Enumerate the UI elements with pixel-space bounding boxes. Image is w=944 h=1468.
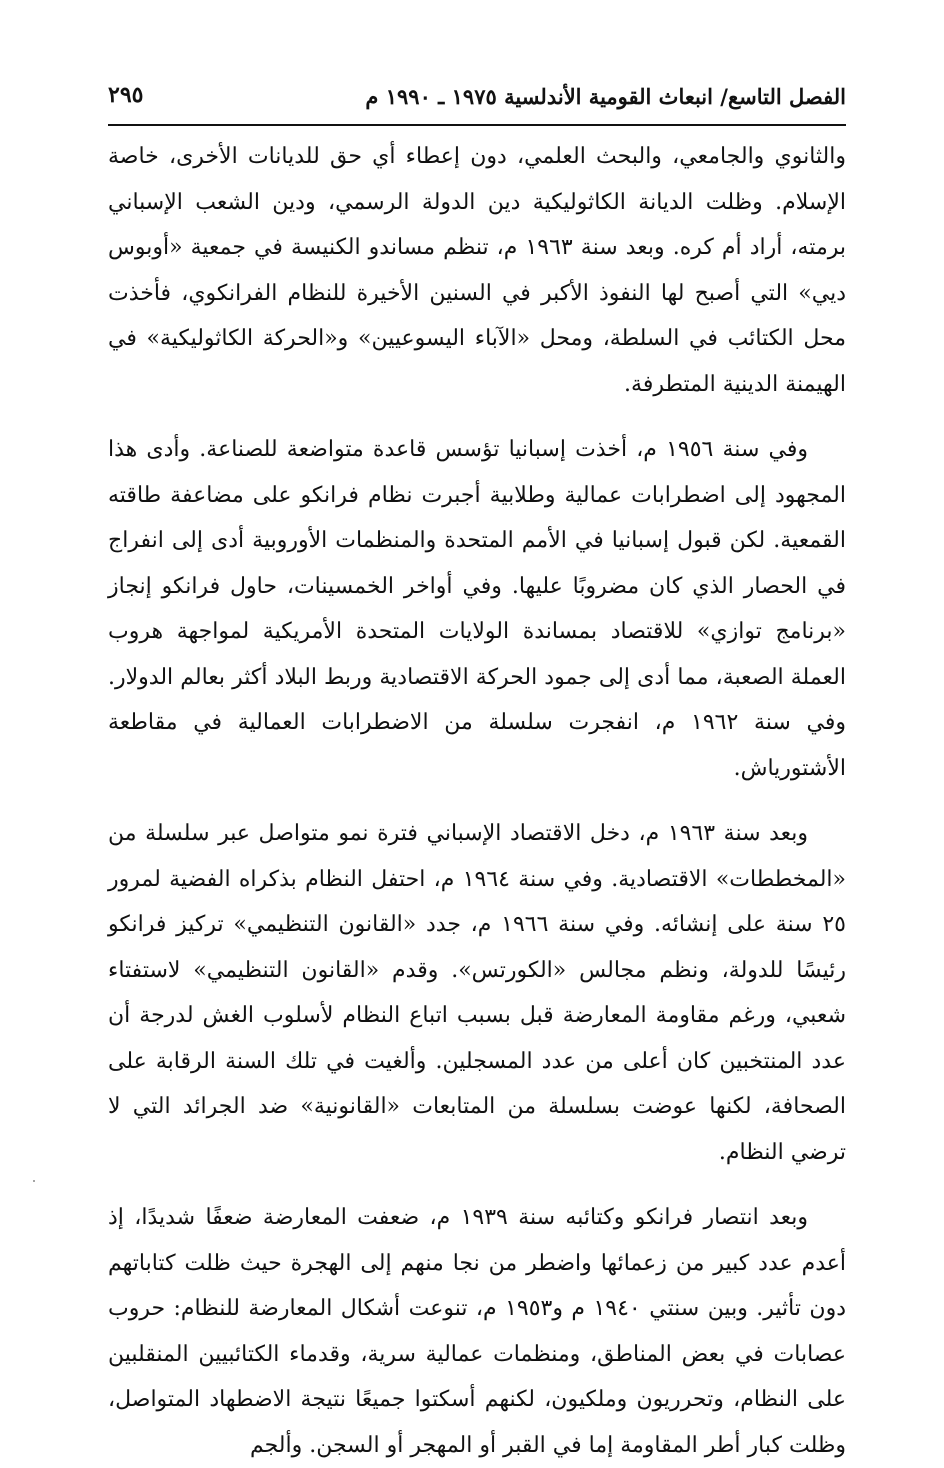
page-number: ٢٩٥ [108, 82, 144, 108]
running-head: الفصل التاسع/ انبعاث القومية الأندلسية ١٩٧٥ ـ ١٩٩٠ م [365, 84, 846, 109]
paragraph-3: وبعد سنة ١٩٦٣ م، دخل الاقتصاد الإسباني فترة نمو متواصل عبر سلسلة من «المخططات» الاقتصادية. وفي سنة ١٩٦٤ م، احتفل النظام بذكراه الفضية لمرور ٢٥ سنة على إنشائه. وفي سنة ١٩٦٦ م، جدد «القانون التنظيمي» تركيز فرانكو رئيسًا للدولة، ونظم مجالس «الكورتس». وقدم «القانون التنظيمي» لاستفتاء شعبي، ورغم مقاومة المعارضة قبل بسبب اتباع النظام لأسلوب الغش لدرجة أن عدد المنتخبين كان أعلى من عدد المسجلين. وألغيت في تلك السنة الرقابة على الصحافة، لكنها عوضت بسلسلة من المتابعات «القانونية» ضد الجرائد التي لا ترضي النظام. [108, 821, 846, 1165]
page-header [108, 80, 846, 120]
paragraph-4: وبعد انتصار فرانكو وكتائبه سنة ١٩٣٩ م، ضعفت المعارضة ضعفًا شديدًا، إذ أعدم عدد كبير من زعمائها واضطر من نجا منهم إلى الهجرة حيث ظلت كتاباتهم دون تأثير. وبين سنتي ١٩٤٠ م و١٩٥٣ م، تنوعت أشكال المعارضة للنظام: حروب عصابات في بعض المناطق، ومنظمات عمالية سرية، وقدماء الكتائبيين المنقلبين على النظام، وتحرريون وملكيون، لكنهم أسكتوا جميعًا نتيجة الاضطهاد المتواصل، وظلت كبار أطر المقاومة إما في القبر أو المهجر أو السجن. وألجم [108, 1205, 847, 1458]
paragraph-2: وفي سنة ١٩٥٦ م، أخذت إسبانيا تؤسس قاعدة متواضعة للصناعة. وأدى هذا المجهود إلى اضطرابات عمالية وطلابية أجبرت نظام فرانكو على مضاعفة طاقته القمعية. لكن قبول إسبانيا في الأمم المتحدة والمنظمات الأوروبية أدى إلى انفراج في الحصار الذي كان مضروبًا عليها. وفي أواخر الخمسينات، حاول فرانكو إنجاز «برنامج توازي» للاقتصاد بمساندة الولايات المتحدة الأمريكية لمواجهة هروب العملة الصعبة، مما أدى إلى جمود الحركة الاقتصادية وربط البلاد أكثر بعالم الدولار. وفي سنة ١٩٦٢ م، انفجرت سلسلة من الاضطرابات العمالية في مقاطعة الأشتورياش. [108, 437, 846, 781]
paragraph-1: والثانوي والجامعي، والبحث العلمي، دون إعطاء أي حق للديانات الأخرى، خاصة الإسلام. وظلت الديانة الكاثوليكية دين الدولة الرسمي، ودين الشعب الإسباني برمته، أراد أم كره. وبعد سنة ١٩٦٣ م، تنظم مساندو الكنيسة في جمعية «أوبوس ديي» التي أصبح لها النفوذ الأكبر في السنين الأخيرة للنظام الفرانكوي، فأخذت محل الكتائب في السلطة، ومحل «الآباء اليسوعيين» و«الحركة الكاثوليكية» في الهيمنة الدينية المتطرفة. [108, 144, 846, 397]
body-text [108, 134, 846, 1468]
header-rule [108, 124, 846, 126]
scan-speck [33, 1180, 35, 1182]
